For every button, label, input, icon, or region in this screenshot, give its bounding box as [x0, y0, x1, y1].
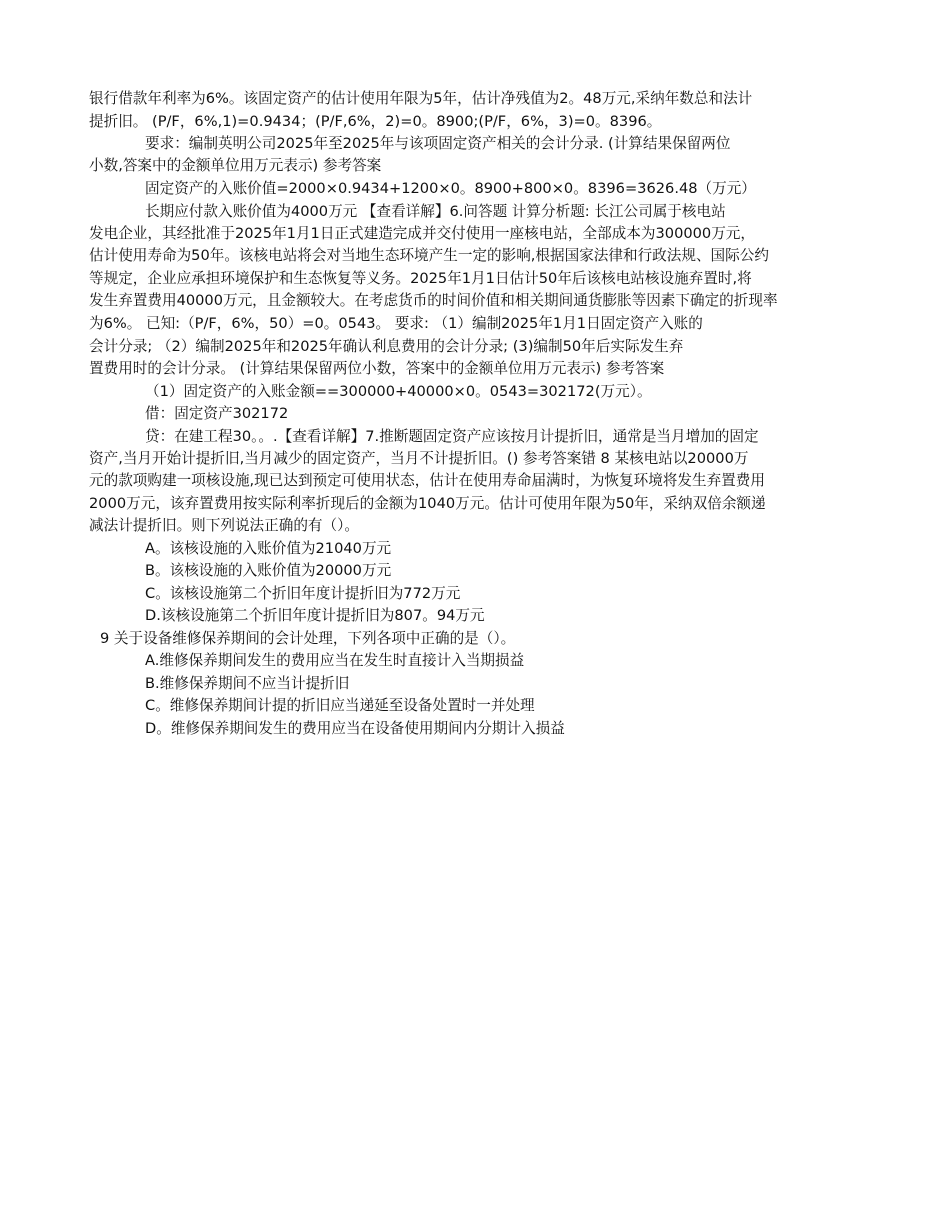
option-line: C。维修保养期间计提的折旧应当递延至设备处置时一并处理: [145, 697, 535, 714]
text-line: 小数,答案中的金额单位用万元表示) 参考答案: [89, 157, 382, 174]
text-line: 估计使用寿命为50年。该核电站将会对当地生态环境产生一定的影响,根据国家法律和行政法规、国际公约: [89, 247, 769, 264]
text-line: 提折旧。 (P/F，6%,1)=0.9434；(P/F,6%，2)=0。8900;(P/F，6%，3)=0。8396。: [89, 113, 662, 130]
text-line: 会计分录; （2）编制2025年和2025年确认利息费用的会计分录; (3)编制50年后实际发生弃: [89, 338, 684, 355]
option-line: D。维修保养期间发生的费用应当在设备使用期间内分期计入损益: [145, 720, 565, 737]
text-line: 置费用时的会计分录。 (计算结果保留两位小数，答案中的金额单位用万元表示) 参考答案: [89, 360, 665, 377]
question-line: 9 关于设备维修保养期间的会计处理，下列各项中正确的是（）。: [100, 630, 516, 647]
text-line: 元的款项购建一项核设施,现已达到预定可使用状态，估计在使用寿命届满时，为恢复环境将发生弃置费用: [89, 472, 765, 489]
text-line: 要求：编制英明公司2025年至2025年与该项固定资产相关的会计分录. (计算结果保留两位: [145, 135, 731, 152]
option-line: B.维修保养期间不应当计提折旧: [145, 675, 350, 692]
text-line: 借：固定资产302172: [145, 405, 289, 422]
text-line: 2000万元，该弃置费用按实际利率折现后的金额为1040万元。估计可使用年限为50年，采纳双倍余额递: [89, 495, 766, 512]
text-line: 发电企业，其经批准于2025年1月1日正式建造完成并交付使用一座核电站，全部成本为300000万元，: [89, 225, 755, 242]
text-line: 固定资产的入账价值=2000×0.9434+1200×0。8900+800×0。8396=3626.48（万元）: [145, 180, 756, 197]
option-line: A.维修保养期间发生的费用应当在发生时直接计入当期损益: [145, 652, 525, 669]
text-line: 贷：在建工程30。。.【查看详解】7.推断题固定资产应该按月计提折旧，通常是当月增加的固定: [145, 428, 759, 445]
option-line: B。该核设施的入账价值为20000万元: [145, 562, 392, 579]
text-line: 长期应付款入账价值为4000万元 【查看详解】6.问答题 计算分析题: 长江公司属于核电站: [145, 203, 726, 220]
text-line: 银行借款年利率为6%。该固定资产的估计使用年限为5年，估计净残值为2。48万元,采纳年数总和法计: [89, 90, 753, 107]
text-line: 等规定，企业应承担环境保护和生态恢复等义务。2025年1月1日估计50年后该核电站核设施弃置时,将: [89, 270, 752, 287]
text-line: 资产,当月开始计提折旧,当月减少的固定资产，当月不计提折旧。() 参考答案错 8 某核电站以20000万: [89, 450, 749, 467]
text-line: 为6%。 已知:（P/F，6%，50）=0。0543。 要求: （1）编制2025年1月1日固定资产入账的: [89, 315, 703, 332]
option-line: A。该核设施的入账价值为21040万元: [145, 540, 392, 557]
text-line: 发生弃置费用40000万元，且金额较大。在考虑货币的时间价值和相关期间通货膨胀等因素下确定的折现率: [89, 292, 778, 309]
text-line: （1）固定资产的入账金额==300000+40000×0。0543=302172(万元）。: [145, 383, 652, 400]
option-line: D.该核设施第二个折旧年度计提折旧为807。94万元: [145, 607, 485, 624]
text-line: 减法计提折旧。则下列说法正确的有（）。: [89, 517, 359, 534]
option-line: C。该核设施第二个折旧年度计提折旧为772万元: [145, 585, 461, 602]
